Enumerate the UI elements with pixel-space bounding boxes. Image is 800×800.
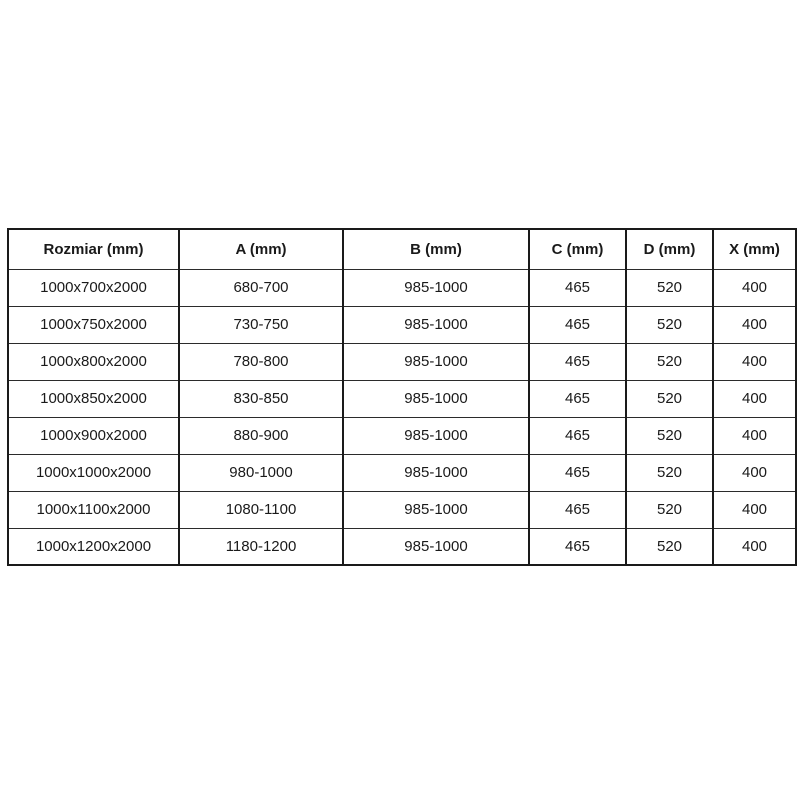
table-cell: 1000x700x2000 [8, 269, 179, 306]
table-cell: 985-1000 [343, 269, 529, 306]
column-header: Rozmiar (mm) [8, 229, 179, 269]
table-cell: 1000x900x2000 [8, 417, 179, 454]
table-cell: 465 [529, 417, 626, 454]
table-cell: 680-700 [179, 269, 343, 306]
table-cell: 520 [626, 528, 713, 565]
table-row [8, 417, 796, 454]
table-cell: 985-1000 [343, 528, 529, 565]
table-cell: 400 [713, 491, 796, 528]
table-cell: 465 [529, 454, 626, 491]
table-cell: 730-750 [179, 306, 343, 343]
column-header: B (mm) [343, 229, 529, 269]
table-cell: 400 [713, 528, 796, 565]
table-cell: 400 [713, 417, 796, 454]
table-cell: 985-1000 [343, 491, 529, 528]
table-cell: 465 [529, 343, 626, 380]
column-header: A (mm) [179, 229, 343, 269]
table-row [8, 491, 796, 528]
table-cell: 400 [713, 380, 796, 417]
table-cell: 465 [529, 491, 626, 528]
table-cell: 880-900 [179, 417, 343, 454]
table-cell: 400 [713, 454, 796, 491]
table-cell: 1180-1200 [179, 528, 343, 565]
table-cell: 465 [529, 306, 626, 343]
table-cell: 1000x1000x2000 [8, 454, 179, 491]
table-row [8, 343, 796, 380]
table-cell: 520 [626, 343, 713, 380]
dimensions-table [7, 228, 797, 566]
table-cell: 985-1000 [343, 454, 529, 491]
table-cell: 400 [713, 343, 796, 380]
table-cell: 400 [713, 269, 796, 306]
table-cell: 400 [713, 306, 796, 343]
table-cell: 520 [626, 417, 713, 454]
table-row [8, 306, 796, 343]
table-cell: 1080-1100 [179, 491, 343, 528]
table-row [8, 380, 796, 417]
table-cell: 985-1000 [343, 380, 529, 417]
table-cell: 520 [626, 454, 713, 491]
table-cell: 1000x750x2000 [8, 306, 179, 343]
column-header: X (mm) [713, 229, 796, 269]
table-cell: 980-1000 [179, 454, 343, 491]
table-row [8, 454, 796, 491]
column-header: C (mm) [529, 229, 626, 269]
column-header: D (mm) [626, 229, 713, 269]
table-body [8, 269, 796, 565]
table-cell: 465 [529, 380, 626, 417]
table-cell: 520 [626, 269, 713, 306]
table-row [8, 269, 796, 306]
table-cell: 830-850 [179, 380, 343, 417]
table-cell: 1000x1100x2000 [8, 491, 179, 528]
table-cell: 985-1000 [343, 343, 529, 380]
table-cell: 520 [626, 306, 713, 343]
table-cell: 1000x800x2000 [8, 343, 179, 380]
table-header-row [8, 229, 796, 269]
table-cell: 780-800 [179, 343, 343, 380]
table-cell: 520 [626, 380, 713, 417]
table-cell: 985-1000 [343, 417, 529, 454]
table-cell: 1000x1200x2000 [8, 528, 179, 565]
table-cell: 465 [529, 269, 626, 306]
table-row [8, 528, 796, 565]
table-cell: 520 [626, 491, 713, 528]
table-cell: 465 [529, 528, 626, 565]
table-cell: 1000x850x2000 [8, 380, 179, 417]
table-cell: 985-1000 [343, 306, 529, 343]
